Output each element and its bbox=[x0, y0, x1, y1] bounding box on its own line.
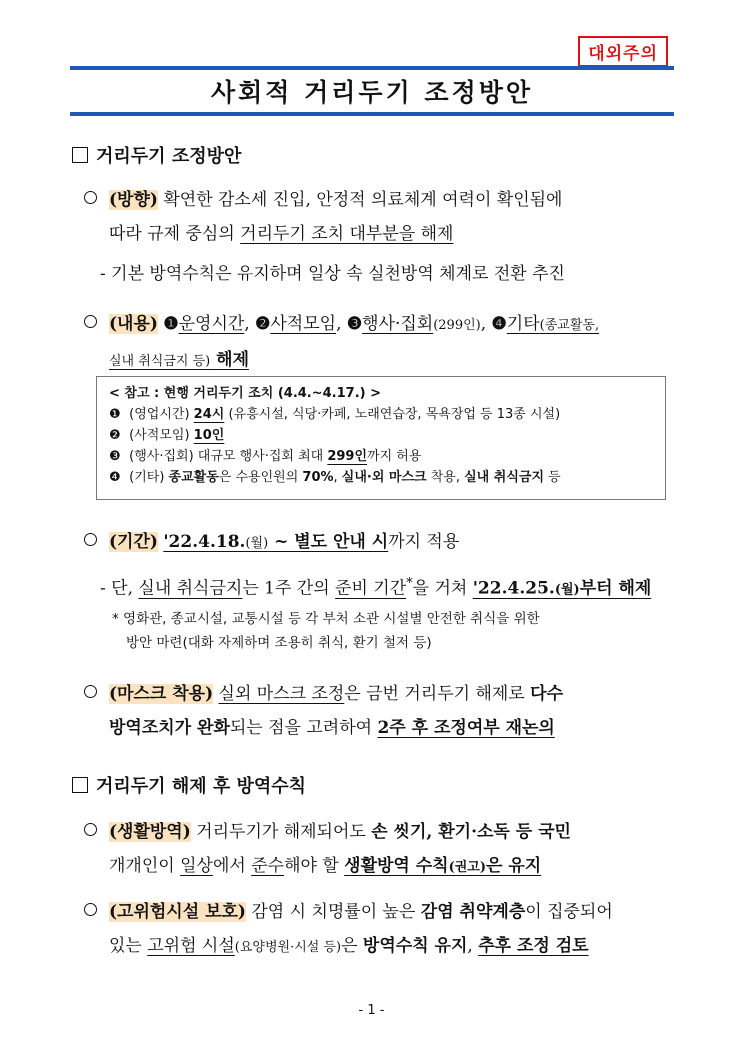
row-text: (기타) bbox=[129, 470, 169, 485]
item-tag: (방향) bbox=[109, 190, 158, 210]
item-high-risk bbox=[84, 895, 684, 965]
item-text-bold-underlined: 생활방역 수칙 bbox=[344, 856, 449, 876]
mask-text: 되는 점을 고려하여 bbox=[229, 718, 378, 738]
confidential-badge: 대외주의 bbox=[578, 36, 668, 67]
item-tag: (생활방역) bbox=[109, 822, 191, 842]
item-text-underlined: 일상 bbox=[180, 856, 213, 876]
item-text-bold-underlined: 은 유지 bbox=[486, 856, 542, 876]
reference-row bbox=[109, 425, 653, 446]
item-period bbox=[84, 525, 459, 561]
item-text-bold: 감염 취약계층 bbox=[420, 902, 526, 922]
footnote-line: * 영화관, 종교시설, 교통시설 등 각 부처 소관 시설별 안전한 취식을 위한 bbox=[112, 611, 540, 627]
page-number: - 1 - bbox=[358, 1003, 385, 1018]
marker-1: ❶ bbox=[163, 314, 179, 334]
row-text-bold: 실내 취식금지 bbox=[464, 470, 544, 485]
page-title: 사회적 거리두기 조정방안 bbox=[210, 78, 534, 107]
item-text-bold: 손 씻기, 환기·소독 등 국민 bbox=[371, 822, 571, 842]
measure-events: 행사·집회 bbox=[362, 314, 434, 334]
mask-text-underlined: 실외 마스크 조정 bbox=[218, 684, 345, 704]
row-text-bold: 299인 bbox=[327, 449, 368, 464]
row-text-bold: 24시 bbox=[193, 407, 225, 422]
mask-text-bold: 다수 bbox=[530, 684, 563, 704]
measure-other-note: (종교활동, bbox=[539, 318, 600, 333]
item-tag: (마스크 착용) bbox=[109, 684, 214, 704]
row-text: (행사·집회) 대규모 행사·집회 최대 bbox=[129, 449, 328, 464]
measure-private-gathering: 사적모임 bbox=[270, 314, 337, 334]
row-text: 착용, bbox=[426, 470, 465, 485]
item-tag: (고위험시설 보호) bbox=[109, 902, 246, 922]
section-heading-2 bbox=[72, 772, 306, 798]
circle-bullet-icon bbox=[84, 191, 97, 204]
row-text-bold: 10인 bbox=[193, 428, 225, 443]
mask-text-bold-underlined: 2주 후 조정여부 재논의 bbox=[377, 718, 555, 738]
reference-row bbox=[109, 467, 653, 488]
item-tag: (기간) bbox=[109, 532, 158, 552]
item-text: 에서 bbox=[212, 856, 252, 876]
circle-bullet-icon bbox=[84, 823, 97, 836]
measure-other: 기타 bbox=[506, 314, 540, 334]
item-text-bold: 방역수칙 유지 bbox=[362, 936, 468, 956]
section-heading-text: 거리두기 해제 후 방역수칙 bbox=[96, 776, 307, 797]
item-text: 감염 시 치명률이 높은 bbox=[245, 902, 421, 922]
measure-operating-hours: 운영시간 bbox=[178, 314, 245, 334]
footnote bbox=[112, 607, 540, 655]
item-text-underlined: 준수 bbox=[251, 856, 285, 876]
reference-row bbox=[109, 446, 653, 467]
item-text: 이 집중되어 bbox=[525, 902, 613, 922]
sub-text: 는 1주 간의 bbox=[242, 578, 336, 599]
row-text-bold: 70% bbox=[302, 470, 334, 485]
end-date: '22.4.25. bbox=[472, 578, 555, 599]
reference-box bbox=[96, 376, 666, 500]
item-text-bold-underlined: 추후 조정 검토 bbox=[478, 936, 589, 956]
row-text: (유흥시설, 식당·카페, 노래연습장, 목욕장업 등 13종 시설) bbox=[224, 407, 561, 422]
item-text-underlined: 고위험 시설 bbox=[147, 936, 235, 956]
item-text: 개개인이 bbox=[109, 856, 181, 876]
item-text: , bbox=[467, 936, 479, 956]
marker-3: ❸ bbox=[109, 449, 121, 464]
square-bullet-icon bbox=[72, 147, 88, 163]
item-text-small: (권고) bbox=[448, 860, 487, 875]
row-text-bold: 종교활동 bbox=[168, 470, 219, 485]
item-direction-sub: - 기본 방역수칙은 유지하며 일상 속 실천방역 체계로 전환 추진 bbox=[100, 264, 565, 284]
item-text: 따라 규제 중심의 bbox=[109, 224, 241, 244]
item-direction bbox=[84, 183, 684, 251]
period-text: 까지 적용 bbox=[388, 532, 460, 552]
section-heading-1 bbox=[72, 142, 241, 168]
item-text: 은 bbox=[341, 936, 363, 956]
footnote-line: 방안 마련(대화 자제하며 조용히 취식, 환기 철저 등) bbox=[126, 635, 432, 651]
circle-bullet-icon bbox=[84, 685, 97, 698]
row-text: , bbox=[333, 470, 342, 485]
comma: , bbox=[336, 314, 342, 334]
marker-2: ❷ bbox=[109, 428, 121, 443]
sub-text-bold: 부터 해제 bbox=[579, 578, 652, 599]
measure-events-note: (299인) bbox=[433, 318, 481, 333]
square-bullet-icon bbox=[72, 777, 88, 793]
mask-text-bold: 방역조치가 완화 bbox=[109, 718, 230, 738]
item-tag: (내용) bbox=[109, 314, 158, 334]
start-date-day: (월) bbox=[245, 536, 269, 551]
marker-2: ❷ bbox=[255, 314, 271, 334]
marker-4: ❹ bbox=[491, 314, 507, 334]
item-text-small: (요양병원·시설 등) bbox=[234, 940, 342, 955]
end-date-day: (월) bbox=[554, 582, 580, 598]
reference-title: < 참고 : 현행 거리두기 조치 (4.4.~4.17.) > bbox=[109, 386, 382, 401]
item-text-underlined: 거리두기 조치 대부분을 해제 bbox=[240, 224, 454, 244]
sub-text-underlined: 준비 기간 bbox=[335, 578, 407, 599]
marker-3: ❸ bbox=[346, 314, 363, 334]
item-text-bold: 해제 bbox=[210, 350, 250, 370]
circle-bullet-icon bbox=[84, 315, 97, 328]
sub-text: - 단, bbox=[100, 578, 139, 599]
marker-4: ❹ bbox=[109, 470, 121, 485]
item-daily-prevention bbox=[84, 815, 684, 885]
start-date: '22.4.18. bbox=[163, 532, 246, 552]
row-text-bold: 실내·외 마스크 bbox=[341, 470, 427, 485]
item-text: 해야 할 bbox=[284, 856, 345, 876]
sub-text-underlined: 실내 취식금지 bbox=[138, 578, 243, 599]
row-text: 까지 허용 bbox=[367, 449, 422, 464]
marker-1: ❶ bbox=[109, 407, 121, 422]
item-period-sub bbox=[100, 567, 651, 608]
period-text-bold: ~ 별도 안내 시 bbox=[268, 532, 389, 552]
footnote-mark: * bbox=[406, 576, 413, 591]
row-text: 은 수용인원의 bbox=[218, 470, 303, 485]
measure-other-note-cont: 실내 취식금지 등) bbox=[109, 354, 211, 369]
item-text: 있는 bbox=[109, 936, 148, 956]
comma: , bbox=[244, 314, 250, 334]
title-bar bbox=[70, 66, 674, 116]
circle-bullet-icon bbox=[84, 533, 97, 546]
item-mask bbox=[84, 677, 684, 745]
mask-text: 은 금번 거리두기 해제로 bbox=[344, 684, 531, 704]
sub-text: 을 거쳐 bbox=[412, 578, 473, 599]
row-text: (영업시간) bbox=[129, 407, 194, 422]
reference-row bbox=[109, 404, 653, 425]
item-text: 확연한 감소세 진입, 안정적 의료체계 여력이 확인됨에 bbox=[163, 190, 563, 210]
comma: , bbox=[480, 314, 487, 334]
section-heading-text: 거리두기 조정방안 bbox=[96, 146, 242, 167]
item-content bbox=[84, 307, 694, 379]
item-text: 거리두기가 해제되어도 bbox=[190, 822, 372, 842]
row-text: 등 bbox=[544, 470, 561, 485]
row-text: (사적모임) bbox=[129, 428, 194, 443]
circle-bullet-icon bbox=[84, 903, 97, 916]
